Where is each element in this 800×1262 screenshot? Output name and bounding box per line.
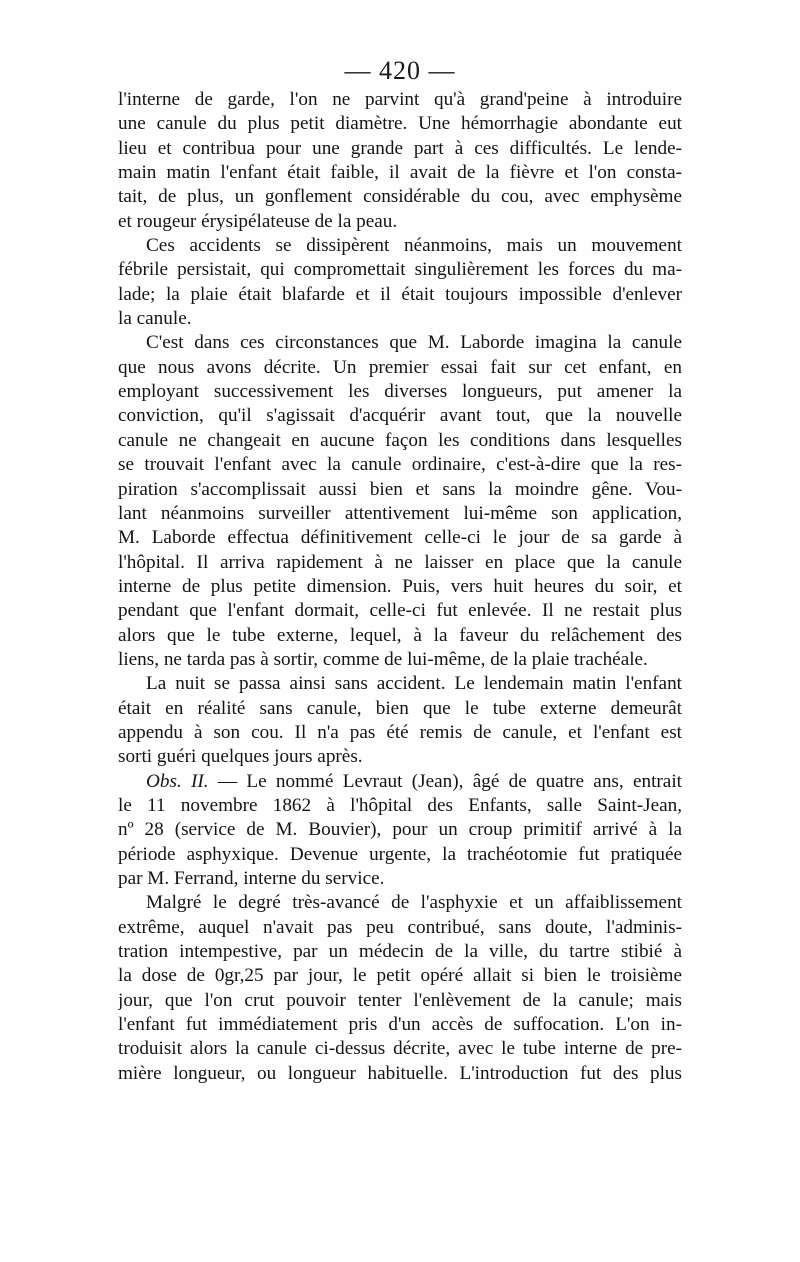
- line-text: nº 28 (service de M. Bouvier), pour un croup primitif arrivé à la: [118, 819, 682, 841]
- line-text: Ces accidents se dissipèrent néanmoins, mais un mouvement: [146, 235, 682, 257]
- text-line: [118, 137, 682, 161]
- line-text: conviction, qu'il s'agissait d'acquérir avant tout, que la nouvelle: [118, 405, 682, 427]
- text-line: [118, 551, 682, 575]
- text-line: [118, 307, 682, 331]
- text-line: [118, 794, 682, 818]
- line-text: par M. Ferrand, interne du service.: [118, 868, 385, 889]
- text-line: [118, 672, 682, 696]
- line-text: se trouvait l'enfant avec la canule ordinaire, c'est-à-dire que la res-: [118, 454, 682, 476]
- text-line: [118, 745, 682, 769]
- text-line: [118, 112, 682, 136]
- line-text: liens, ne tarda pas à sortir, comme de lui-même, de la plaie trachéale.: [118, 648, 648, 670]
- text-line: [118, 770, 682, 794]
- text-line: [118, 356, 682, 380]
- line-text: interne de plus petite dimension. Puis, vers huit heures du soir, et: [118, 575, 682, 597]
- line-text: l'hôpital. Il arriva rapidement à ne laisser en place que la canule: [118, 551, 682, 573]
- line-text: période asphyxique. Devenue urgente, la trachéotomie fut pratiquée: [118, 843, 682, 865]
- text-line: [118, 478, 682, 502]
- line-text: M. Laborde effectua définitivement celle-ci le jour de sa garde à: [118, 527, 682, 549]
- text-line: [118, 891, 682, 915]
- line-text: et rougeur érysipélateuse de la peau.: [118, 210, 398, 232]
- text-line: [118, 1037, 682, 1061]
- line-text: La nuit se passa ainsi sans accident. Le lendemain matin l'enfant: [146, 673, 682, 695]
- text-line: [118, 648, 682, 672]
- line-text: mière longueur, ou longueur habituelle. L'introduction fut des plus: [118, 1062, 682, 1084]
- text-line: [118, 331, 682, 355]
- line-text: lieu et contribua pour une grande part à ces difficultés. Le lende-: [118, 137, 682, 159]
- text-line: [118, 867, 682, 891]
- line-text: tait, de plus, un gonflement considérable du cou, avec emphysème: [118, 186, 682, 208]
- line-text: pendant que l'enfant dormait, celle-ci fut enlevée. Il ne restait plus: [118, 600, 682, 622]
- line-text: tration intempestive, par un médecin de la ville, du tartre stibié à: [118, 941, 682, 963]
- text-line: [118, 964, 682, 988]
- text-line: [118, 989, 682, 1013]
- line-text: une canule du plus petit diamètre. Une hémorrhagie abondante eut: [118, 113, 682, 135]
- text-line: [118, 697, 682, 721]
- line-text: canule ne changeait en aucune façon les conditions dans lesquelles: [118, 429, 682, 451]
- text-line: [118, 210, 682, 234]
- line-text-rest: — Le nommé Levraut (Jean), âgé de quatre ans, entrait: [208, 770, 682, 792]
- line-text: jour, que l'on crut pouvoir tenter l'enlèvement de la canule; mais: [118, 989, 682, 1011]
- text-line: [118, 453, 682, 477]
- text-line: [118, 599, 682, 623]
- text-line: [118, 624, 682, 648]
- text-line: [118, 185, 682, 209]
- observation-label: Obs. II.: [146, 770, 209, 792]
- line-text: employant successivement les diverses longueurs, put amener la: [118, 381, 682, 403]
- line-text: alors que le tube externe, lequel, à la faveur du relâchement des: [118, 624, 682, 646]
- text-line: [118, 940, 682, 964]
- text-line: [118, 283, 682, 307]
- text-line: [118, 818, 682, 842]
- text-line: [118, 1062, 682, 1086]
- text-line: [118, 526, 682, 550]
- line-text: piration s'accomplissait aussi bien et sans la moindre gêne. Vou-: [118, 478, 682, 500]
- line-text: le 11 novembre 1862 à l'hôpital des Enfants, salle Saint-Jean,: [118, 794, 682, 816]
- line-text: main matin l'enfant était faible, il avait de la fièvre et l'on consta-: [118, 162, 682, 184]
- line-text: que nous avons décrite. Un premier essai fait sur cet enfant, en: [118, 356, 682, 378]
- text-line: [118, 575, 682, 599]
- line-text: l'enfant fut immédiatement pris d'un accès de suffocation. L'on in-: [118, 1014, 682, 1036]
- text-line: [118, 404, 682, 428]
- line-text: la canule.: [118, 308, 192, 330]
- text-line: [118, 721, 682, 745]
- line-text: était en réalité sans canule, bien que le tube externe demeurât: [118, 697, 682, 719]
- text-line: [118, 380, 682, 404]
- line-text: lant néanmoins surveiller attentivement lui-même son application,: [118, 502, 682, 524]
- line-text: la dose de 0gr,25 par jour, le petit opéré allait si bien le troisième: [118, 965, 682, 987]
- line-text: Malgré le degré très-avancé de l'asphyxie et un affaiblissement: [146, 892, 682, 914]
- text-line: [118, 161, 682, 185]
- text-line: [118, 88, 682, 112]
- text-line: [118, 234, 682, 258]
- text-line: [118, 916, 682, 940]
- body-text: [118, 88, 682, 1086]
- line-text: C'est dans ces circonstances que M. Laborde imagina la canule: [146, 332, 682, 354]
- line-text: troduisit alors la canule ci-dessus décrite, avec le tube interne de pre-: [118, 1038, 682, 1060]
- text-line: [118, 1013, 682, 1037]
- line-text: extrême, auquel n'avait pas peu contribué, sans doute, l'adminis-: [118, 916, 682, 938]
- text-line: [118, 429, 682, 453]
- line-text: lade; la plaie était blafarde et il était toujours impossible d'enlever: [118, 283, 682, 305]
- line-text: sorti guéri quelques jours après.: [118, 746, 363, 768]
- page-number: — 420 —: [344, 56, 456, 85]
- text-line: [118, 843, 682, 867]
- line-text: l'interne de garde, l'on ne parvint qu'à grand'peine à introduire: [118, 89, 682, 110]
- line-text: appendu à son cou. Il n'a pas été remis de canule, et l'enfant est: [118, 721, 682, 743]
- line-text: fébrile persistait, qui compromettait singulièrement les forces du ma-: [118, 259, 682, 281]
- text-line: [118, 258, 682, 282]
- text-line: [118, 502, 682, 526]
